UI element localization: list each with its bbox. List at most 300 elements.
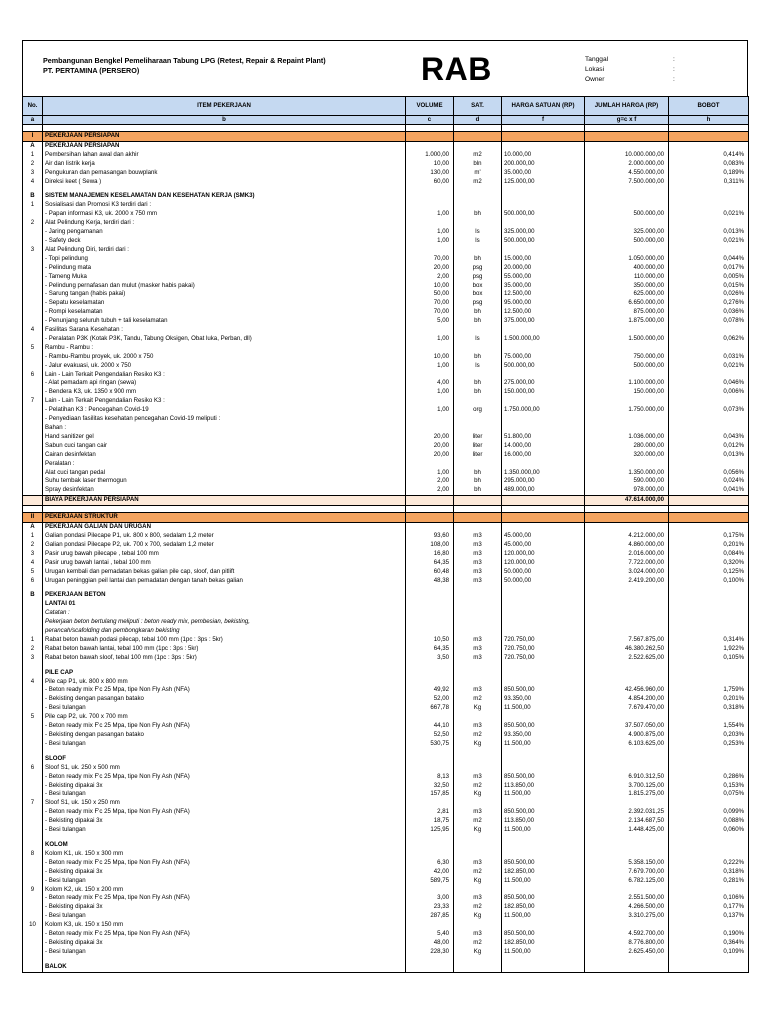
row-unit: bh — [454, 210, 502, 219]
document-meta — [585, 55, 675, 85]
row-item: Kolom K2, uk. 150 x 200 mm — [43, 886, 406, 895]
row-no — [23, 912, 43, 921]
row-weight — [669, 344, 749, 353]
table-row-subsection — [23, 523, 749, 532]
table-row — [23, 686, 749, 695]
row-unit-price: 120.000,00 — [502, 550, 585, 559]
table-row-subtotal — [23, 496, 749, 506]
row-no — [23, 237, 43, 246]
row-unit — [454, 799, 502, 808]
row-weight: 0,414% — [669, 151, 749, 160]
row-total-price: 47.614.000,00 — [585, 496, 669, 506]
row-weight — [669, 246, 749, 255]
row-volume: 228,30 — [406, 948, 454, 957]
row-weight: 0,281% — [669, 877, 749, 886]
row-item: - Topi pelindung — [43, 255, 406, 264]
row-unit — [454, 141, 502, 150]
row-item: Galian pondasi Pilecape P1, uk. 800 x 800, sedalam 1,2 meter — [43, 532, 406, 541]
col-header-unit: SAT. — [454, 97, 502, 116]
row-weight — [669, 609, 749, 618]
row-total-price: 320.000,00 — [585, 451, 669, 460]
row-weight: 0,078% — [669, 317, 749, 326]
row-volume: 64,35 — [406, 645, 454, 654]
row-unit: bh — [454, 308, 502, 317]
row-item: - Pelindung mata — [43, 264, 406, 273]
row-total-price — [585, 513, 669, 523]
row-item: - Besi tulangan — [43, 948, 406, 957]
row-total-price: 1.100.000,00 — [585, 379, 669, 388]
project-name: Pembangunan Bengkel Pemeliharaan Tabung LPG (Retest, Repair & Repaint Plant) — [43, 56, 326, 65]
row-no: 1 — [23, 151, 43, 160]
row-unit-price — [502, 132, 585, 142]
row-no: 4 — [23, 178, 43, 187]
row-total-price — [585, 755, 669, 764]
row-no — [23, 424, 43, 433]
table-row — [23, 764, 749, 773]
row-item: SISTEM MANAJEMEN KESELAMATAN DAN KESEHATAN KERJA (SMK3) — [43, 192, 406, 201]
table-row — [23, 799, 749, 808]
row-no — [23, 773, 43, 782]
row-item: - Penunjang seluruh tubuh + tali keselamatan — [43, 317, 406, 326]
row-unit-price: 11.500,00 — [502, 826, 585, 835]
row-no — [23, 406, 43, 415]
row-unit: m2 — [454, 151, 502, 160]
table-row — [23, 939, 749, 948]
row-total-price: 42.456.960,00 — [585, 686, 669, 695]
row-no — [23, 618, 43, 627]
table-row — [23, 826, 749, 835]
row-no — [23, 317, 43, 326]
row-weight: 0,318% — [669, 868, 749, 877]
row-total-price: 625.000,00 — [585, 290, 669, 299]
row-total-price: 1.050.000,00 — [585, 255, 669, 264]
table-row — [23, 379, 749, 388]
row-volume: 2,00 — [406, 273, 454, 282]
row-total-price: 590.000,00 — [585, 477, 669, 486]
row-unit-price: 93.350,00 — [502, 731, 585, 740]
row-unit-price: 182.850,00 — [502, 939, 585, 948]
row-weight: 0,311% — [669, 178, 749, 187]
col-letter: f — [502, 116, 585, 125]
row-volume: 4,00 — [406, 379, 454, 388]
row-volume — [406, 326, 454, 335]
row-no — [23, 948, 43, 957]
row-weight: 0,084% — [669, 550, 749, 559]
row-item: Suhu tembak laser thermogun — [43, 477, 406, 486]
row-item: - Bekisting dipakai 3x — [43, 868, 406, 877]
row-total-price — [585, 424, 669, 433]
row-item: - Pelatihan K3 : Pencegahan Covid-19 — [43, 406, 406, 415]
row-volume: 1,00 — [406, 237, 454, 246]
row-volume — [406, 397, 454, 406]
row-unit: m2 — [454, 731, 502, 740]
row-item: BIAYA PEKERJAAN PERSIAPAN — [43, 496, 406, 506]
table-row-note — [23, 609, 749, 618]
row-volume — [406, 713, 454, 722]
row-item: Rabat beton bawah lantai, tebal 100 mm (1pc : 3ps : 5kr) — [43, 645, 406, 654]
row-unit: m3 — [454, 894, 502, 903]
row-item: Sabun cuci tangan cair — [43, 442, 406, 451]
row-total-price: 46.380.262,50 — [585, 645, 669, 654]
row-item: - Peralatan P3K (Kotak P3K, Tandu, Tabung Oksigen, Obat luka, Perban, dll) — [43, 335, 406, 344]
table-row — [23, 868, 749, 877]
row-volume: 10,00 — [406, 353, 454, 362]
row-total-price: 2.522.625,00 — [585, 654, 669, 663]
row-unit-price: 850.500,00 — [502, 722, 585, 731]
row-no — [23, 282, 43, 291]
row-total-price — [585, 460, 669, 469]
row-unit-price: 35.000,00 — [502, 169, 585, 178]
row-volume: 3,00 — [406, 894, 454, 903]
table-row — [23, 460, 749, 469]
row-volume — [406, 192, 454, 201]
row-total-price: 1.500.000,00 — [585, 335, 669, 344]
row-unit: m3 — [454, 532, 502, 541]
row-item: Pasir urug bawah lantai , tebal 100 mm — [43, 559, 406, 568]
row-weight: 0,015% — [669, 282, 749, 291]
row-weight: 0,153% — [669, 782, 749, 791]
row-item: Alat cuci tangan pedal — [43, 469, 406, 478]
row-unit: m3 — [454, 568, 502, 577]
row-total-price — [585, 591, 669, 600]
row-total-price — [585, 841, 669, 850]
row-volume: 2,00 — [406, 486, 454, 495]
table-row — [23, 451, 749, 460]
row-item: Spray desinfektan — [43, 486, 406, 495]
row-volume — [406, 424, 454, 433]
row-weight: 1,759% — [669, 686, 749, 695]
row-weight: 0,109% — [669, 948, 749, 957]
row-unit-price: 11.500,00 — [502, 790, 585, 799]
row-item: - Penyediaan fasilitas kesehatan pencegahan Covid-19 meliputi : — [43, 415, 406, 424]
row-unit-price: 182.850,00 — [502, 903, 585, 912]
row-volume — [406, 921, 454, 930]
row-item: - Beton ready mix F'c 25 Mpa, tipe Non Fly Ash (NFA) — [43, 773, 406, 782]
row-item: LANTAI 01 — [43, 600, 406, 609]
table-row — [23, 433, 749, 442]
col-header-volume: VOLUME — [406, 97, 454, 116]
row-total-price: 110.000,00 — [585, 273, 669, 282]
row-no — [23, 782, 43, 791]
row-item: - Beton ready mix F'c 25 Mpa, tipe Non Fly Ash (NFA) — [43, 722, 406, 731]
row-unit: Kg — [454, 948, 502, 957]
table-row — [23, 201, 749, 210]
row-no — [23, 686, 43, 695]
table-row — [23, 397, 749, 406]
row-volume — [406, 506, 454, 513]
row-no — [23, 415, 43, 424]
row-unit-price: 850.500,00 — [502, 773, 585, 782]
row-unit-price: 850.500,00 — [502, 808, 585, 817]
row-unit: bh — [454, 353, 502, 362]
row-no — [23, 496, 43, 506]
row-unit — [454, 132, 502, 142]
row-item: Pengukuran dan pemasangan bouwplank — [43, 169, 406, 178]
row-item: Pasir urug bawah pilecape , tebal 100 mm — [43, 550, 406, 559]
row-total-price — [585, 627, 669, 636]
row-weight: 0,024% — [669, 477, 749, 486]
column-letter-row — [23, 116, 749, 125]
row-item: Cairan desinfektan — [43, 451, 406, 460]
row-total-price: 1.350.000,00 — [585, 469, 669, 478]
row-volume — [406, 841, 454, 850]
company-name: PT. PERTAMINA (PERSERO) — [43, 66, 140, 75]
row-weight: 0,021% — [669, 237, 749, 246]
table-row — [23, 568, 749, 577]
row-total-price: 4.266.500,00 — [585, 903, 669, 912]
row-no — [23, 859, 43, 868]
row-item: - Papan informasi K3, uk. 2000 x 750 mm — [43, 210, 406, 219]
row-volume — [406, 627, 454, 636]
row-volume — [406, 460, 454, 469]
row-weight: 0,177% — [669, 903, 749, 912]
row-volume: 49,92 — [406, 686, 454, 695]
row-total-price: 350.000,00 — [585, 282, 669, 291]
row-item: - Bekisting dengan pasangan batako — [43, 731, 406, 740]
row-no — [23, 379, 43, 388]
row-item: Direksi keet ( Sewa ) — [43, 178, 406, 187]
row-weight: 0,106% — [669, 894, 749, 903]
row-unit-price: 75.000,00 — [502, 353, 585, 362]
row-unit: org — [454, 406, 502, 415]
table-row — [23, 160, 749, 169]
row-weight: 0,021% — [669, 210, 749, 219]
row-item: - Safety deck — [43, 237, 406, 246]
table-row — [23, 317, 749, 326]
row-item: Bahan : — [43, 424, 406, 433]
row-total-price: 5.358.150,00 — [585, 859, 669, 868]
row-no — [23, 963, 43, 972]
row-weight — [669, 219, 749, 228]
row-no — [23, 477, 43, 486]
row-unit — [454, 460, 502, 469]
row-item — [43, 125, 406, 132]
row-total-price: 6.782.125,00 — [585, 877, 669, 886]
table-row — [23, 532, 749, 541]
row-volume: 48,00 — [406, 939, 454, 948]
row-no: 5 — [23, 713, 43, 722]
row-volume — [406, 850, 454, 859]
row-unit-price — [502, 921, 585, 930]
row-weight: 1,554% — [669, 722, 749, 731]
row-volume — [406, 132, 454, 142]
row-total-price: 2.392.031,25 — [585, 808, 669, 817]
row-volume: 8,13 — [406, 773, 454, 782]
row-item: Rabat beton bawah sloof, tebal 100 mm (1pc : 3ps : 5kr) — [43, 654, 406, 663]
row-weight: 0,253% — [669, 740, 749, 749]
row-item: Alat Pelindung Kerja, terdiri dari : — [43, 219, 406, 228]
table-row — [23, 790, 749, 799]
row-total-price — [585, 141, 669, 150]
row-volume: 667,78 — [406, 704, 454, 713]
row-unit: m3 — [454, 654, 502, 663]
row-total-price: 2.419.200,00 — [585, 577, 669, 586]
table-row — [23, 713, 749, 722]
row-unit — [454, 397, 502, 406]
row-unit-price: 275.000,00 — [502, 379, 585, 388]
row-unit-price — [502, 591, 585, 600]
row-item: - Bekisting dipakai 3x — [43, 782, 406, 791]
row-item: - Bendera K3, uk. 1350 x 900 mm — [43, 388, 406, 397]
row-total-price: 2.551.500,00 — [585, 894, 669, 903]
row-item: Pile cap P1, uk. 800 x 800 mm — [43, 678, 406, 687]
row-unit-price — [502, 496, 585, 506]
row-no: 3 — [23, 169, 43, 178]
col-header-item: ITEM PEKERJAAN — [43, 97, 406, 116]
row-unit — [454, 506, 502, 513]
row-total-price — [585, 219, 669, 228]
row-unit-price — [502, 600, 585, 609]
row-total-price — [585, 609, 669, 618]
row-total-price: 4.854.200,00 — [585, 695, 669, 704]
row-volume: 52,50 — [406, 731, 454, 740]
row-unit — [454, 627, 502, 636]
table-row — [23, 930, 749, 939]
row-unit-price — [502, 326, 585, 335]
row-weight: 0,044% — [669, 255, 749, 264]
row-no — [23, 669, 43, 678]
row-weight: 0,137% — [669, 912, 749, 921]
row-volume — [406, 669, 454, 678]
row-unit-price: 500.000,00 — [502, 210, 585, 219]
row-volume: 6,30 — [406, 859, 454, 868]
row-item: Catatan : — [43, 609, 406, 618]
row-weight — [669, 963, 749, 972]
row-item: PEKERJAAN GALIAN DAN URUGAN — [43, 523, 406, 532]
row-total-price: 1.448.425,00 — [585, 826, 669, 835]
row-volume — [406, 513, 454, 523]
row-unit-price: 489.000,00 — [502, 486, 585, 495]
row-volume — [406, 618, 454, 627]
row-unit-price — [502, 713, 585, 722]
row-no — [23, 790, 43, 799]
table-row — [23, 903, 749, 912]
row-unit-price: 375.000,00 — [502, 317, 585, 326]
col-letter: g=c x f — [585, 116, 669, 125]
table-row — [23, 424, 749, 433]
row-weight: 0,041% — [669, 486, 749, 495]
row-no — [23, 460, 43, 469]
row-unit — [454, 764, 502, 773]
row-item: Sosialisasi dan Promosi K3 terdiri dari : — [43, 201, 406, 210]
row-total-price — [585, 371, 669, 380]
row-total-price: 4.592.700,00 — [585, 930, 669, 939]
row-weight: 0,203% — [669, 731, 749, 740]
row-unit-price: 150.000,00 — [502, 388, 585, 397]
row-no: 4 — [23, 559, 43, 568]
row-unit-price: 12.500,00 — [502, 290, 585, 299]
row-weight — [669, 764, 749, 773]
row-unit-price — [502, 627, 585, 636]
row-unit: m2 — [454, 817, 502, 826]
row-volume — [406, 523, 454, 532]
row-item: Kolom K1, uk. 150 x 300 mm — [43, 850, 406, 859]
row-unit: m2 — [454, 178, 502, 187]
row-no — [23, 264, 43, 273]
column-header-row — [23, 97, 749, 116]
row-unit: m3 — [454, 722, 502, 731]
meta-row-owner: Owner : — [585, 76, 675, 83]
row-unit: liter — [454, 433, 502, 442]
row-volume: 2,00 — [406, 477, 454, 486]
row-no: 7 — [23, 799, 43, 808]
row-item: Alat Pelindung Diri, terdiri dari : — [43, 246, 406, 255]
row-item: Lain - Lain Terkait Pengendalian Resiko K3 : — [43, 371, 406, 380]
row-weight — [669, 326, 749, 335]
row-item: - Beton ready mix F'c 25 Mpa, tipe Non Fly Ash (NFA) — [43, 686, 406, 695]
row-total-price: 280.000,00 — [585, 442, 669, 451]
row-unit — [454, 201, 502, 210]
row-unit-price — [502, 678, 585, 687]
row-no — [23, 486, 43, 495]
row-item: - Jaring pengamanan — [43, 228, 406, 237]
row-volume — [406, 344, 454, 353]
row-item: Sloof S1, uk. 150 x 250 mm — [43, 799, 406, 808]
row-total-price — [585, 713, 669, 722]
row-unit-price: 14.000,00 — [502, 442, 585, 451]
row-volume — [406, 678, 454, 687]
row-unit — [454, 850, 502, 859]
rab-table — [22, 96, 749, 973]
row-no: I — [23, 132, 43, 142]
row-unit: bh — [454, 255, 502, 264]
col-header-total-price: JUMLAH HARGA (RP) — [585, 97, 669, 116]
row-item: Peralatan : — [43, 460, 406, 469]
row-volume — [406, 201, 454, 210]
row-unit: m3 — [454, 686, 502, 695]
row-unit-price: 15.000,00 — [502, 255, 585, 264]
row-total-price: 500.000,00 — [585, 237, 669, 246]
row-total-price — [585, 523, 669, 532]
row-unit-price — [502, 669, 585, 678]
table-row — [23, 178, 749, 187]
row-unit: psg — [454, 299, 502, 308]
col-letter: h — [669, 116, 749, 125]
row-unit — [454, 344, 502, 353]
table-row — [23, 282, 749, 291]
col-header-weight: BOBOT — [669, 97, 749, 116]
meta-row-date: Tanggal : — [585, 56, 675, 63]
row-weight — [669, 713, 749, 722]
row-item: Lain - Lain Terkait Pengendalian Resiko K3 : — [43, 397, 406, 406]
row-volume: 18,75 — [406, 817, 454, 826]
table-row — [23, 541, 749, 550]
row-total-price: 500.000,00 — [585, 210, 669, 219]
row-no — [23, 299, 43, 308]
row-unit-price: 11.500,00 — [502, 948, 585, 957]
row-weight — [669, 523, 749, 532]
row-unit-price: 720.750,00 — [502, 645, 585, 654]
row-item: - Sepatu keselamatan — [43, 299, 406, 308]
row-unit-price: 1.750.000,00 — [502, 406, 585, 415]
row-item: Sloof S1, uk. 250 x 500 mm — [43, 764, 406, 773]
row-unit: m2 — [454, 903, 502, 912]
row-weight: 0,056% — [669, 469, 749, 478]
table-row — [23, 255, 749, 264]
row-volume: 16,80 — [406, 550, 454, 559]
row-unit — [454, 523, 502, 532]
row-volume — [406, 496, 454, 506]
row-weight — [669, 755, 749, 764]
row-unit — [454, 192, 502, 201]
row-no — [23, 506, 43, 513]
row-weight: 0,100% — [669, 577, 749, 586]
row-unit: m2 — [454, 939, 502, 948]
col-letter: a — [23, 116, 43, 125]
row-unit — [454, 424, 502, 433]
row-unit-price: 500.000,00 — [502, 237, 585, 246]
row-total-price — [585, 669, 669, 678]
